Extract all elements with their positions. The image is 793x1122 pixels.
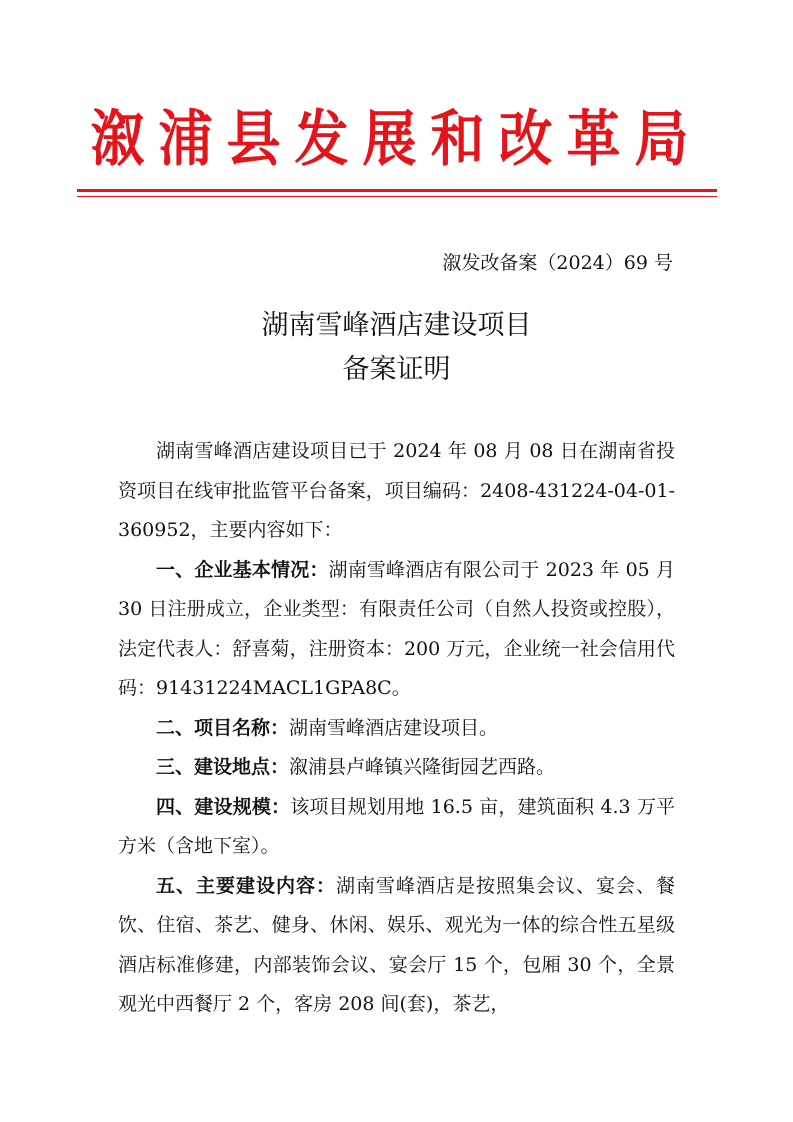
- section-enterprise-info: [118, 551, 675, 709]
- agency-name: 溆浦县发展和改革局: [90, 102, 703, 174]
- section-heading: 三、建设地点：: [156, 756, 290, 778]
- section-content: 湖南雪峰酒店是按照集会议、宴会、餐饮、住宿、茶艺、健身、休闲、娱乐、观光为一体的综合性五星级酒店标准修建，内部装饰会议、宴会厅 15 个，包厢 30 个，全景观光中西餐厅 2 个，客房 208 间(套)，茶艺，: [118, 874, 675, 1015]
- document-body: [118, 432, 675, 1025]
- section-main-content: [118, 867, 675, 1025]
- intro-paragraph: [118, 432, 675, 551]
- section-heading: 二、项目名称：: [156, 716, 290, 739]
- section-scale: [118, 788, 675, 867]
- section-content: 该项目规划用地 16.5 亩，建筑面积 4.3 万平方米（含地下室）。: [118, 795, 675, 857]
- intro-text-a: 湖南雪峰酒店建设项目已于 2024 年 08 月 08 日在湖南省投资项目在线审批监管平台备案，项目编码：: [118, 440, 675, 502]
- section-heading: 五、主要建设内容：: [156, 874, 336, 897]
- project-code: 2408-431224-04-01-360952: [118, 479, 675, 541]
- intro-text-b: ，主要内容如下：: [190, 519, 343, 541]
- document-number: 溆发改备案（2024）69 号: [442, 252, 673, 274]
- section-location: [118, 748, 675, 788]
- section-content: 湖南雪峰酒店建设项目。: [289, 716, 499, 739]
- section-content: 湖南雪峰酒店有限公司于 2023 年 05 月 30 日注册成立，企业类型：有限责任公司（自然人投资或控股），法定代表人：舒喜菊，注册资本：200 万元，企业统一社会信用代码：91431224MACL1GPA8C。: [118, 558, 675, 699]
- header-rule-thick: [77, 189, 717, 192]
- section-content: 溆浦县卢峰镇兴隆街园艺西路。: [289, 756, 556, 778]
- section-project-name: [118, 709, 675, 749]
- document-subtitle: 备案证明: [342, 354, 451, 385]
- section-heading: 四、建设规模：: [156, 795, 291, 818]
- header-rule-thin: [77, 196, 717, 197]
- document-title: 湖南雪峰酒店建设项目: [261, 310, 532, 341]
- section-heading: 一、企业基本情况：: [156, 558, 329, 581]
